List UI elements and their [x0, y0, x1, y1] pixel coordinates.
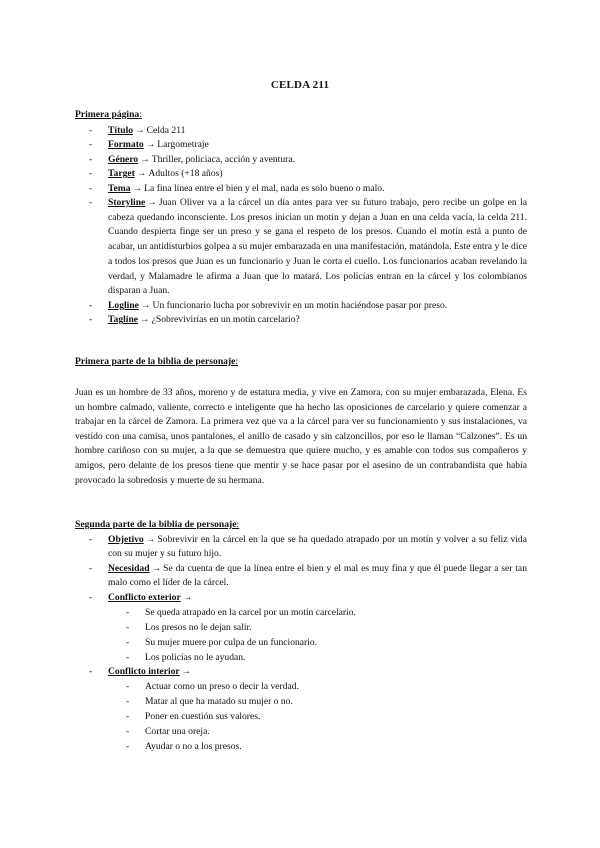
item-label: Objetivo	[108, 534, 144, 545]
sublist-item	[108, 650, 527, 665]
arrow-icon: →	[145, 534, 156, 545]
dash-bullet: -	[126, 726, 130, 738]
item-text: ¿Sobrevivirías en un motín carcelario?	[151, 314, 300, 326]
dash-bullet: -	[89, 314, 93, 326]
sublist-item	[108, 679, 527, 694]
section-heading-biblia-2	[75, 519, 239, 530]
heading-colon: :	[236, 519, 240, 530]
dash-bullet: -	[89, 139, 93, 151]
sublist-item	[108, 694, 527, 709]
dash-bullet: -	[126, 741, 130, 753]
arrow-icon: →	[145, 139, 156, 151]
character-bible-paragraph: Juan es un hombre de 33 años, moreno y de estatura media, y vive en Zamora, con su mujer embarazada, Elena. Es un hombre calmado, valiente, correcto e inteligente que ha hecho las oposiciones de carcelario y quiere comenzar a trabajar en la cárcel de Zamora. La primera vez que va a la cárcel para ver su funcionamiento y sus instalaciones, va vestido con una camisa, unos pantalones, el anillo de casado y sin calzoncillos, por eso le llaman “Calzones”. Es un hombre cariñoso con su mujer, a la que se demuestra que quiere mucho, y es amable con todos sus compañeros y amigos, pero delante de los presos tiene que mentir y se hace pasar por el asesino de un contrabandista que había provocado la sobredosis y muerte de su hermana.	[75, 387, 527, 486]
item-text: Juan Oliver va a la cárcel un día antes para ver su futuro trabajo, pero recibe un golpe en la cabeza quedando inconsciente. Los presos inician un motín y dejan a Juan en una celda vacía, la celda 211. Cuando despierta finge ser un preso y se gana el respeto de los presos. Cuando el motín está a punto de acabar, un antidisturbios golpea a su mujer embarazada en una manifestación, matándola. Este entra y le dice a todos los presos que Juan es un funcionario y Juan le corta el cuello. Los funcionarios acaban revelando la verdad, y Malamadre le afirma a Juan que lo matará. Los policías entran en la cárcel y los colombianos disparan a Juan.	[108, 197, 527, 297]
dash-bullet: -	[126, 622, 130, 634]
arrow-icon: →	[140, 153, 150, 165]
sublist-item	[108, 605, 527, 620]
list-item-necesidad	[75, 562, 527, 591]
dash-bullet: -	[126, 681, 130, 693]
heading-colon: :	[139, 109, 142, 120]
item-text: Sobrevivir en la cárcel en la que se ha quedado atrapado por un motín y volver a su feliz vida con su mujer y su futuro hijo.	[108, 534, 527, 560]
primera-pagina-list	[75, 124, 527, 328]
sublist-item-text: Los presos no le dejan salir.	[145, 622, 252, 634]
dash-bullet: -	[89, 182, 93, 194]
arrow-icon: →	[182, 591, 193, 603]
list-item-titulo	[75, 124, 527, 138]
list-item-objetivo	[75, 533, 527, 562]
item-label: Conflicto exterior	[108, 591, 181, 603]
section-heading-text: Primera página	[75, 109, 140, 120]
sublist-item-text: Poner en cuestión sus valores.	[145, 711, 261, 723]
item-label: Tagline	[108, 314, 139, 326]
list-item-tema	[75, 182, 527, 196]
dash-bullet: -	[89, 666, 93, 678]
sublist-item	[108, 635, 527, 650]
dash-bullet: -	[89, 591, 93, 603]
sublist-item-text: Actuar como un preso o decir la verdad.	[145, 681, 299, 693]
conflicto-exterior-sublist	[108, 605, 527, 665]
dash-bullet: -	[89, 125, 93, 136]
item-label: Tema	[108, 182, 131, 194]
sublist-item	[108, 709, 527, 724]
item-label: Storyline	[108, 197, 146, 209]
dash-bullet: -	[126, 711, 130, 723]
item-text: La fina línea entre el bien y el mal, nada es solo bueno o malo.	[144, 182, 385, 194]
dash-bullet: -	[89, 534, 93, 545]
sublist-item-text: Ayudar o no a los presos.	[145, 741, 242, 753]
dash-bullet: -	[89, 299, 93, 311]
item-text: Un funcionario lucha por sobrevivir en un motín haciéndose pasar por preso.	[152, 299, 448, 311]
document-title: CELDA 211	[270, 79, 330, 91]
conflicto-interior-sublist	[108, 679, 527, 754]
item-label: Conflicto interior	[108, 666, 180, 678]
list-item-formato	[75, 138, 527, 152]
list-item-target	[75, 167, 527, 181]
sublist-item-text: Matar al que ha matado su mujer o no.	[145, 696, 293, 708]
arrow-icon: →	[181, 666, 192, 678]
section-heading-text: Segunda parte de la biblia de personaje	[75, 519, 237, 530]
item-label: Target	[108, 168, 135, 180]
item-text: Adultos (+18 años)	[148, 168, 223, 180]
dash-bullet: -	[89, 197, 93, 209]
dash-bullet: -	[126, 696, 130, 708]
item-text: Largometraje	[157, 139, 209, 151]
list-item-storyline	[75, 196, 527, 299]
sublist-item	[108, 620, 527, 635]
section-heading-text: Primera parte de la biblia de personaje	[75, 356, 236, 367]
item-text: Celda 211	[146, 125, 186, 136]
section-heading-primera-pagina	[75, 109, 142, 120]
sublist-item-text: Los policías no le ayudan.	[145, 652, 246, 664]
arrow-icon: →	[136, 168, 147, 180]
list-item-conflicto-interior	[75, 665, 527, 754]
segunda-parte-list	[75, 533, 527, 754]
arrow-icon: →	[151, 562, 162, 574]
dash-bullet: -	[126, 607, 130, 619]
sublist-item-text: Cortar una oreja.	[145, 726, 210, 738]
item-text: Se da cuenta de que la línea entre el bien y el mal es muy fina y que él puede llegar a ser tan malo como el líder de la cárcel.	[108, 562, 527, 589]
sublist-item-text: Su mujer muere por culpa de un funcionario.	[145, 637, 318, 649]
arrow-icon: →	[140, 299, 151, 311]
list-item-tagline	[75, 313, 527, 327]
arrow-icon: →	[147, 197, 157, 209]
list-item-conflicto-exterior	[75, 591, 527, 665]
item-text: Thriller, policiaca, acción y aventura.	[151, 153, 295, 165]
sublist-item	[108, 724, 527, 739]
item-label: Género	[108, 153, 139, 165]
heading-colon: :	[235, 356, 239, 367]
dash-bullet: -	[126, 652, 130, 664]
dash-bullet: -	[89, 562, 93, 574]
list-item-logline	[75, 299, 527, 313]
item-label: Título	[108, 125, 134, 136]
arrow-icon: →	[132, 182, 143, 194]
sublist-item-text: Se queda atrapado en la carcel por un motín carcelario.	[145, 607, 356, 619]
item-label: Necesidad	[108, 562, 150, 574]
dash-bullet: -	[89, 153, 93, 165]
dash-bullet: -	[89, 168, 93, 180]
dash-bullet: -	[126, 637, 130, 649]
section-heading-biblia-1	[75, 356, 238, 367]
arrow-icon: →	[140, 314, 150, 326]
sublist-item	[108, 739, 527, 754]
arrow-icon: →	[135, 125, 145, 136]
item-label: Logline	[108, 299, 139, 311]
list-item-genero	[75, 153, 527, 167]
item-label: Formato	[108, 139, 144, 151]
